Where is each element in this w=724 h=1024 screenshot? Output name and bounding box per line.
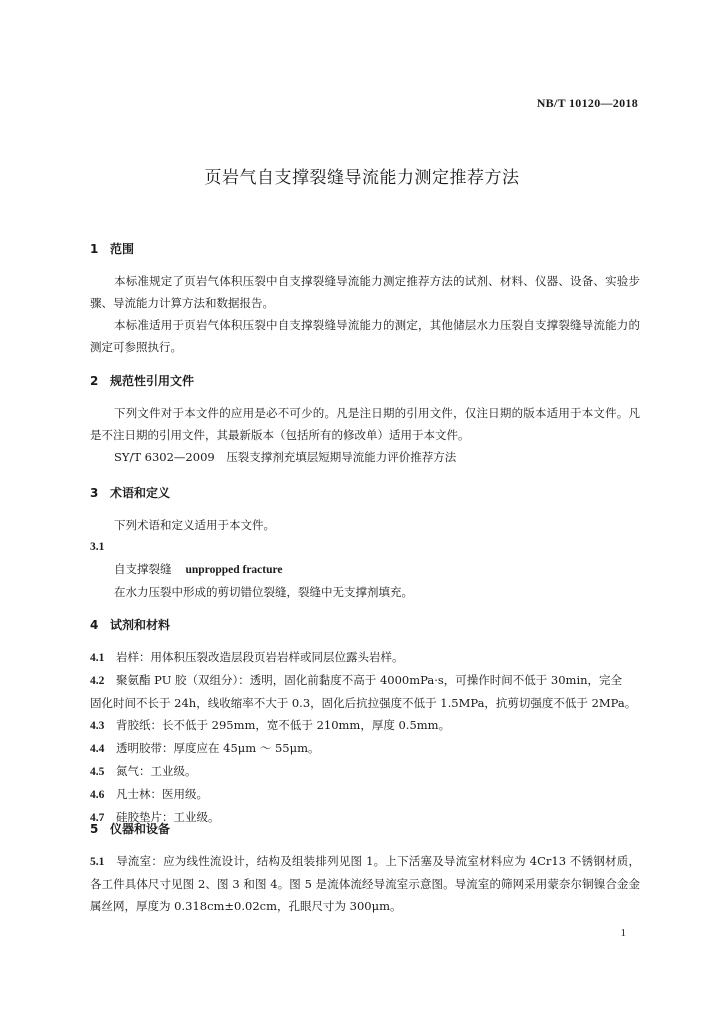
paragraph: 本标准规定了页岩气体积压裂中自支撑裂缝导流能力测定推荐方法的试剂、材料、仪器、设备、实验步骤、导流能力计算方法和数据报告。	[90, 274, 640, 310]
list-item: 4.2 聚氨酯 PU 胶（双组分）：透明，固化前黏度不高于 4000mPa·s，可操作时间不低于 30min，完全	[90, 673, 623, 687]
section-5	[90, 818, 640, 917]
section-1	[90, 238, 640, 358]
document-title: 页岩气自支撑裂缝导流能力测定推荐方法	[204, 168, 520, 188]
section-4	[90, 614, 640, 829]
equipment-item: 5.1 导流室：应为线性流设计，结构及组装排列见图 1。上下活塞及导流室材料应为 4Cr13 不锈钢材质，各工件具体尺寸见图 2、图 3 和图 4。图 5 是流体流经导流室示意图。导流室的筛网采用蒙奈尔铜镍合金金属丝网，厚度为 0.318cm±0.02cm，孔眼尺寸为 300μm。	[90, 854, 640, 913]
paragraph: 下列文件对于本文件的应用是必不可少的。凡是注日期的引用文件，仅注日期的版本适用于本文件。凡是不注日期的引用文件，其最新版本（包括所有的修改单）适用于本文件。	[90, 406, 640, 442]
standard-number: NB/T 10120—2018	[536, 96, 638, 110]
section-heading: 3 术语和定义	[90, 486, 171, 500]
list-item: 4.4 透明胶带：厚度应在 45μm ～ 55μm。	[90, 741, 320, 755]
section-heading: 4 试剂和材料	[90, 618, 171, 632]
term-entry: 自支撑裂缝 unpropped fracture	[114, 562, 283, 576]
section-heading: 2 规范性引用文件	[90, 374, 195, 388]
list-item: 4.5 氮气：工业级。	[90, 764, 197, 778]
list-item: 4.1 岩样：用体积压裂改造层段页岩岩样或同层位露头岩样。	[90, 650, 404, 664]
paragraph: 下列术语和定义适用于本文件。	[114, 518, 275, 532]
list-item: 4.7 硅胶垫片：工业级。	[90, 810, 220, 824]
list-item-continuation: 固化时间不长于 24h，线收缩率不大于 0.3，固化后抗拉强度不低于 1.5MPa，抗剪切强度不低于 2MPa。	[90, 696, 637, 710]
materials-list	[90, 646, 640, 829]
list-item: 4.3 背胶纸：长不低于 295mm，宽不低于 210mm，厚度 0.5mm。	[90, 718, 451, 732]
term-definition: 在水力压裂中形成的剪切错位裂缝，裂缝中无支撑剂填充。	[114, 585, 413, 599]
page-number: 1	[620, 927, 626, 939]
normative-reference: SY/T 6302—2009 压裂支撑剂充填层短期导流能力评价推荐方法	[114, 450, 457, 464]
section-2	[90, 370, 640, 468]
section-heading: 5 仪器和设备	[90, 822, 171, 836]
paragraph: 本标准适用于页岩气体积压裂中自支撑裂缝导流能力的测定，其他储层水力压裂自支撑裂缝导流能力的测定可参照执行。	[90, 318, 640, 354]
list-item: 4.6 凡士林：医用级。	[90, 787, 208, 801]
section-3	[90, 482, 640, 603]
section-heading: 1 范围	[90, 242, 135, 256]
term-number: 3.1	[90, 541, 105, 553]
